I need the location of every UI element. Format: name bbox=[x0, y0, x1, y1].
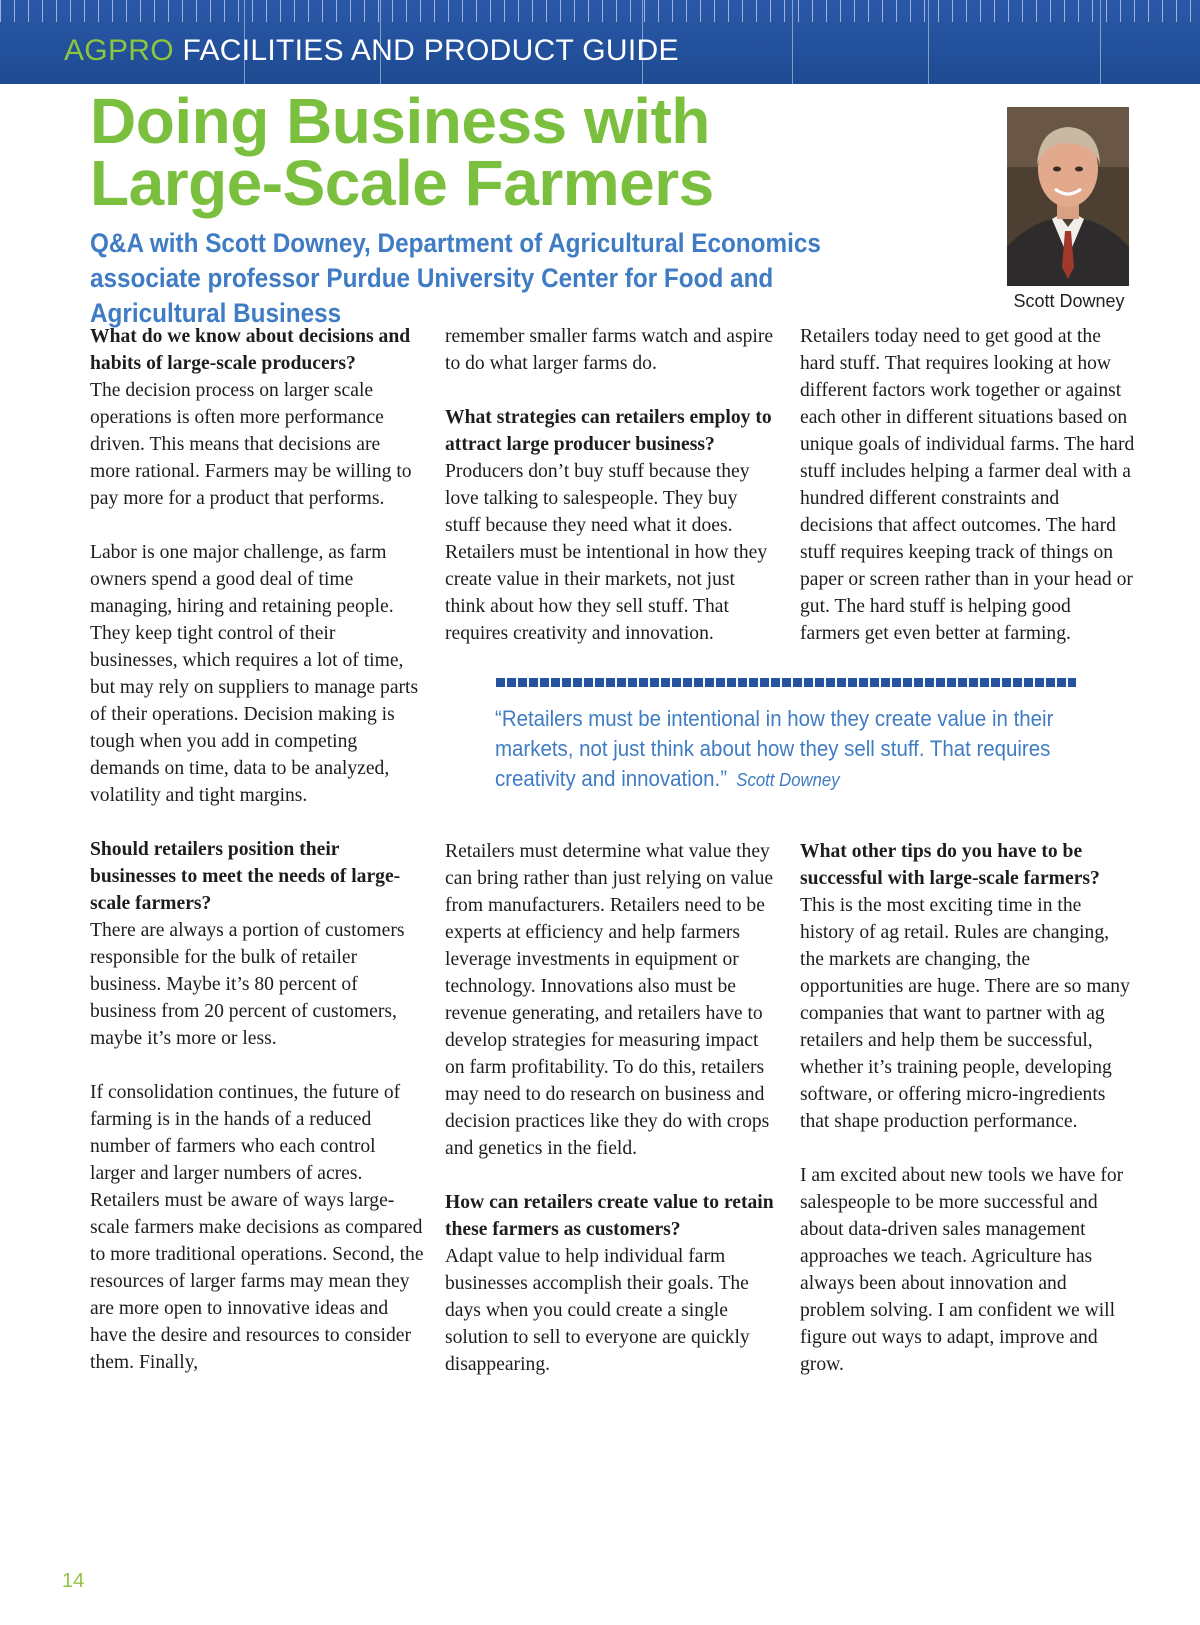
question-heading: What do we know about decisions and habits of large-scale producers? bbox=[90, 326, 411, 374]
page-number: 14 bbox=[62, 1570, 85, 1592]
answer-text: There are always a portion of customers responsible for the bulk of retailer business. Maybe it’s 80 percent of business from 20 percent of customers, maybe it’s more or less. bbox=[90, 920, 405, 1049]
banner-tick-pattern bbox=[0, 0, 1200, 22]
publication-title bbox=[64, 33, 679, 69]
banner-line bbox=[1100, 0, 1101, 84]
question-paragraph bbox=[800, 838, 1135, 1135]
header-banner bbox=[0, 0, 1200, 84]
article-title-line2: Large-Scale Farmers bbox=[90, 147, 714, 219]
body-paragraph: remember smaller farms watch and aspire to do what larger farms do. bbox=[445, 326, 774, 374]
article-title bbox=[90, 85, 950, 219]
answer-text: Adapt value to help individual farm businesses accomplish their goals. The days when you could create a single solution to sell to everyone are quickly disappearing. bbox=[445, 1246, 750, 1375]
body-paragraph: I am excited about new tools we have for salespeople to be more successful and about data-driven sales management approaches we teach. Agriculture has always been about innovation and problem solving. I am confident we will figure out ways to adapt, improve and grow. bbox=[800, 1165, 1124, 1375]
question-heading: What other tips do you have to be successful with large-scale farmers? bbox=[800, 841, 1100, 889]
question-heading: Should retailers position their businesses to meet the needs of large-scale farmers? bbox=[90, 839, 401, 914]
answer-text: Producers don’t buy stuff because they love talking to salespeople. They buy stuff because they need what it does. Retailers must be intentional in how they create value in their markets, not just think about how they sell stuff. That requires creativity and innovation. bbox=[445, 461, 768, 644]
body-paragraph: Retailers must determine what value they can bring rather than just relying on value from manufacturers. Retailers need to be experts at efficiency and help farmers leverage investments in equipment or technology. Innovations also must be revenue generating, and retailers have to develop strategies for measuring impact on farm profitability. To do this, retailers may need to do research on business and decision practices like they do with crops and genetics in the field. bbox=[445, 841, 774, 1159]
pull-quote-attribution: Scott Downey bbox=[736, 770, 840, 790]
pull-quote-divider bbox=[496, 678, 1076, 687]
question-paragraph bbox=[90, 323, 425, 512]
article-title-line1: Doing Business with bbox=[90, 85, 710, 157]
question-paragraph bbox=[445, 1189, 775, 1378]
question-heading: What strategies can retailers employ to attract large producer business? bbox=[445, 407, 772, 455]
photo-caption: Scott Downey bbox=[1013, 291, 1125, 311]
column-2-bottom bbox=[445, 838, 775, 1378]
brand-name: AGPRO bbox=[64, 34, 174, 67]
question-heading: How can retailers create value to retain these farmers as customers? bbox=[445, 1192, 774, 1240]
banner-line bbox=[792, 0, 793, 84]
answer-text: This is the most exciting time in the history of ag retail. Rules are changing, the markets are changing, the opportunities are huge. There are so many companies that want to partner with ag retailers and help them be successful, whether it’s training people, developing software, or offering micro-ingredients that shape production performance. bbox=[800, 895, 1130, 1132]
body-paragraph: If consolidation continues, the future of farming is in the hands of a reduced number of farmers who each control larger and larger numbers of acres. Retailers must be aware of ways large-scale farmers make decisions as compared to more traditional operations. Second, the resources of larger farms may mean they are more open to innovative ideas and have the desire and resources to consider them. Finally, bbox=[90, 1082, 424, 1373]
column-3-bottom bbox=[800, 838, 1135, 1378]
author-photo bbox=[1007, 107, 1129, 286]
column-1 bbox=[90, 323, 425, 1376]
column-3-top bbox=[800, 323, 1135, 647]
body-paragraph: Retailers today need to get good at the hard stuff. That requires looking at how different factors work together or against each other in different situations based on unique goals of individual farms. The hard stuff includes helping a farmer deal with a hundred different constraints and decisions that affect outcomes. The hard stuff requires keeping track of things on paper or screen rather than in your head or gut. The hard stuff is helping good farmers get even better at farming. bbox=[800, 326, 1135, 644]
banner-line bbox=[928, 0, 929, 84]
guide-title: FACILITIES AND PRODUCT GUIDE bbox=[182, 34, 679, 67]
portrait-illustration bbox=[1007, 107, 1129, 286]
pull-quote-text: “Retailers must be intentional in how they create value in their markets, not just think about how they sell stuff. That requires creativity and innovation.” bbox=[495, 706, 1054, 791]
answer-text: The decision process on larger scale operations is often more performance driven. This means that decisions are more rational. Farmers may be willing to pay more for a product that performs. bbox=[90, 380, 412, 509]
body-paragraph: Labor is one major challenge, as farm owners spend a good deal of time managing, hiring and retaining people. They keep tight control of their businesses, which requires a lot of time, but may rely on suppliers to manage parts of their operations. Decision making is tough when you add in competing demands on time, data to be analyzed, volatility and tight margins. bbox=[90, 542, 419, 806]
column-2-top bbox=[445, 323, 775, 647]
pull-quote bbox=[495, 704, 1072, 795]
question-paragraph bbox=[445, 404, 775, 647]
article-subtitle: Q&A with Scott Downey, Department of Agricultural Economics associate professor Purdue University Center for Food and Agricultural Business bbox=[90, 228, 821, 328]
question-paragraph bbox=[90, 836, 425, 1052]
